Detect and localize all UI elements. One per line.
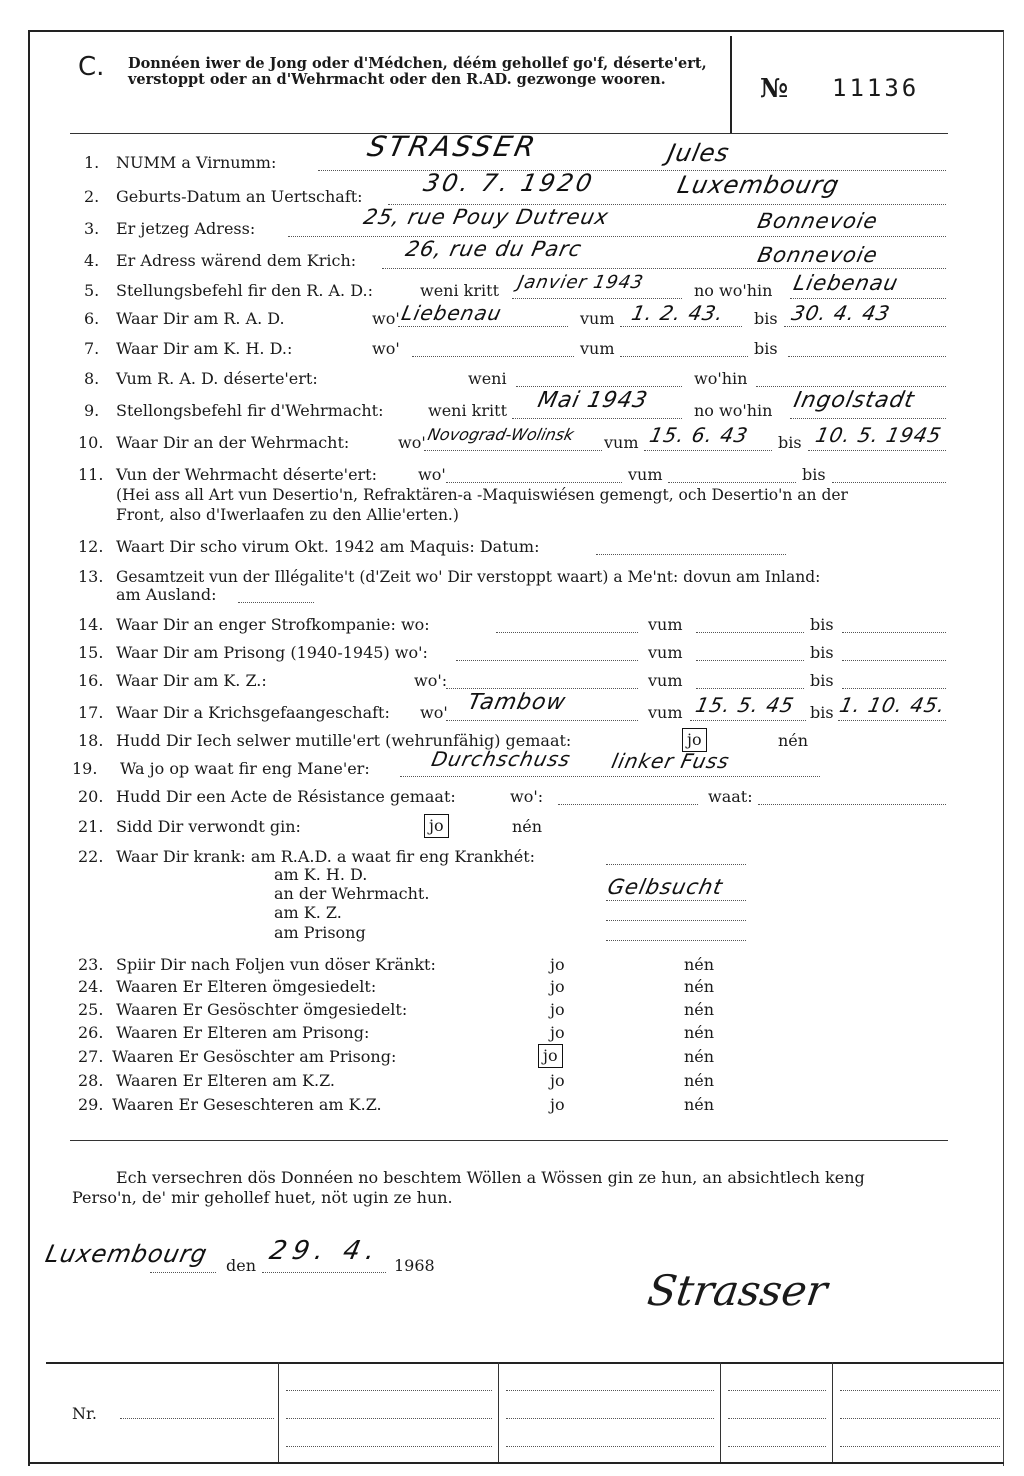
pow-until-handwritten[interactable]: 1. 10. 45. [837, 693, 948, 717]
footer-col-divider [832, 1362, 833, 1462]
row-label: Wa jo op waat fir eng Mane'er: [120, 759, 370, 778]
row-number: 5. [84, 281, 100, 300]
yes-option-checked[interactable]: jo [424, 814, 449, 838]
signing-year: 1968 [394, 1256, 435, 1275]
row-16 [72, 670, 952, 692]
illness-handwritten[interactable]: Gelbsucht [605, 875, 726, 899]
row-label: am Ausland: [116, 585, 217, 604]
row-label: Waar Dir am K. H. D.: [116, 339, 293, 358]
birthplace-handwritten[interactable]: Luxembourg [675, 171, 843, 199]
row-6 [72, 301, 952, 330]
row-number: 29. [78, 1095, 104, 1114]
row-number: 10. [78, 433, 104, 452]
yes-option[interactable]: jo [550, 1095, 565, 1114]
until-label: bis [810, 615, 834, 634]
dotted-line [728, 1390, 826, 1391]
dotted-line [446, 688, 638, 689]
row-label: Waar Dir a Krichsgefaangeschaft: [116, 703, 390, 722]
where-label: wo' [420, 703, 448, 722]
row-label: Vun der Wehrmacht déserte'ert: [116, 465, 377, 484]
dotted-line [690, 720, 806, 721]
dotted-line [606, 864, 746, 865]
row-5 [72, 271, 952, 302]
row-label: Waaren Er Geseschteren am K.Z. [112, 1095, 382, 1114]
dotted-line [832, 482, 946, 483]
dotted-line [506, 1390, 714, 1391]
sub-label: an der Wehrmacht. [274, 884, 430, 903]
row-number: 18. [78, 731, 104, 750]
footer-bottom-rule [28, 1462, 1004, 1464]
row-number: 27. [78, 1047, 104, 1066]
until-label: bis [754, 339, 778, 358]
wehrmacht-order-place-handwritten[interactable]: Ingolstadt [791, 388, 917, 413]
dotted-line [758, 804, 946, 805]
row-23 [72, 954, 952, 976]
row-label: Waar Dir an enger Strofkompanie: wo: [116, 615, 430, 634]
row-label: Waaren Er Gesöschter ömgesiedelt: [116, 1000, 408, 1019]
where-label: wo' [398, 433, 426, 452]
row-26 [72, 1022, 952, 1044]
dotted-line [400, 776, 820, 777]
no-option[interactable]: nén [684, 1047, 715, 1066]
row-number: 9. [84, 401, 100, 420]
from-label: vum [628, 465, 663, 484]
row-number: 15. [78, 643, 104, 662]
row-12 [72, 536, 952, 558]
row-label: Vum R. A. D. déserte'ert: [116, 369, 318, 388]
from-label: vum [648, 703, 683, 722]
where-label: wo': [510, 787, 544, 806]
row-label: Er Adress wärend dem Krich: [116, 251, 357, 270]
until-label: bis [778, 433, 802, 452]
no-option[interactable]: nén [684, 1071, 715, 1090]
dotted-line [120, 1418, 274, 1419]
row-label: Waaren Er Elteren ömgesiedelt: [116, 977, 377, 996]
dotted-line [398, 326, 568, 327]
row-label: Waaren Er Gesöschter am Prisong: [112, 1047, 397, 1066]
row-number: 4. [84, 251, 100, 270]
no-option[interactable]: nén [684, 1000, 715, 1019]
sub-label: am K. Z. [274, 903, 342, 922]
from-label: vum [580, 309, 615, 328]
dotted-line [512, 418, 682, 419]
dotted-line [446, 720, 638, 721]
where-label: wo' [372, 339, 400, 358]
rad-place-handwritten[interactable]: Liebenau [399, 301, 505, 325]
header-vertical-divider [730, 36, 732, 134]
row-19 [72, 747, 952, 780]
row-label: Stellongsbefehl fir d'Wehrmacht: [116, 401, 384, 420]
row-20 [72, 786, 952, 808]
row-label: Spiir Dir nach Foljen vun döser Kränkt: [116, 955, 436, 974]
row-number: 8. [84, 369, 100, 388]
dotted-line [696, 688, 804, 689]
dotted-line [606, 900, 746, 901]
row-number: 20. [78, 787, 104, 806]
dotted-line [842, 688, 946, 689]
section-divider [70, 1140, 948, 1141]
dotted-line [644, 450, 772, 451]
until-label: bis [754, 309, 778, 328]
yes-option[interactable]: jo [550, 1023, 565, 1042]
where-label: wo'hin [694, 369, 748, 388]
dotted-line [496, 632, 638, 633]
dotted-line [620, 356, 748, 357]
row-label: Stellungsbefehl fir den R. A. D.: [116, 281, 373, 300]
sub-label: am K. H. D. [274, 865, 368, 884]
den-label: den [226, 1256, 257, 1275]
footer-col-divider [498, 1362, 499, 1462]
dotted-line [456, 660, 638, 661]
dotted-line [424, 450, 602, 451]
signing-place-handwritten[interactable]: Luxembourg [43, 1240, 211, 1268]
yes-option-checked[interactable]: jo [538, 1044, 563, 1068]
yes-option[interactable]: jo [550, 977, 565, 996]
header-title: Donnéen iwer de Jong oder d'Médchen, déém gehollef go'f, déserte'ert, verstoppt oder an d'Wehrmacht oder den R.AD. gezwonge wooren. [128, 55, 707, 88]
row-28 [72, 1070, 952, 1092]
wehrmacht-until-handwritten[interactable]: 10. 5. 1945 [813, 423, 945, 447]
where-label: no wo'hin [694, 401, 773, 420]
row-number: 3. [84, 219, 100, 238]
dotted-line [286, 1390, 492, 1391]
row-label: Hudd Dir een Acte de Résistance gemaat: [116, 787, 456, 806]
row-27 [72, 1046, 952, 1068]
row-21 [72, 816, 952, 838]
row-13 [72, 566, 952, 604]
yes-option[interactable]: jo [550, 955, 565, 974]
dotted-line [596, 554, 786, 555]
dotted-line [506, 1446, 714, 1447]
row-number: 12. [78, 537, 104, 556]
declaration-line-1: Ech versechren dös Donnéen no beschtem Wöllen a Wössen gin ze hun, an absichtlech keng [116, 1168, 865, 1187]
from-label: vum [648, 643, 683, 662]
dotted-line [606, 920, 746, 921]
rad-until-handwritten[interactable]: 30. 4. 43 [789, 301, 893, 325]
rad-order-date-handwritten[interactable]: Janvier 1943 [515, 272, 646, 293]
row-label: Waar Dir krank: am R.A.D. a waat fir eng Krankhét: [116, 847, 536, 866]
row-number: 23. [78, 955, 104, 974]
row-note: (Hei ass all Art vun Desertio'n, Refraktären-a -Maquiswiésen gemengt, och Desertio'n an der [116, 486, 848, 504]
row-number: 7. [84, 339, 100, 358]
mutilation-detail-handwritten[interactable]: linker Fuss [609, 749, 733, 773]
dotted-line [286, 1418, 492, 1419]
when-label: weni kritt [428, 401, 507, 420]
row-number: 24. [78, 977, 104, 996]
what-label: waat: [708, 787, 753, 806]
form-number-value: 11136 [832, 74, 920, 102]
dotted-line [668, 482, 796, 483]
dotted-line [790, 298, 946, 299]
pow-place-handwritten[interactable]: Tambow [465, 690, 569, 715]
where-label: wo' [418, 465, 446, 484]
dotted-line [506, 1418, 714, 1419]
row-number: 25. [78, 1000, 104, 1019]
dotted-line [808, 450, 946, 451]
form-number-label: № [760, 74, 789, 104]
dotted-line [286, 1446, 492, 1447]
row-24 [72, 976, 952, 998]
rad-order-place-handwritten[interactable]: Liebenau [791, 271, 901, 295]
dotted-line [728, 1446, 826, 1447]
where-label: wo' [372, 309, 400, 328]
dotted-line [728, 1418, 826, 1419]
until-label: bis [802, 465, 826, 484]
row-25 [72, 999, 952, 1021]
row-number: 19. [72, 759, 98, 778]
footer-top-rule [46, 1362, 1004, 1364]
row-number: 21. [78, 817, 104, 836]
row-8 [72, 368, 952, 390]
sub-label: am Prisong [274, 923, 366, 942]
row-15 [72, 642, 952, 664]
dotted-line [238, 602, 314, 603]
row-note: Front, also d'Iwerlaafen zu den Allie'erten.) [116, 506, 459, 524]
footer-col-divider [720, 1362, 721, 1462]
row-number: 2. [84, 187, 100, 206]
dotted-line [412, 356, 574, 357]
row-number: 1. [84, 153, 100, 172]
dotted-line [288, 236, 946, 237]
row-label: Gesamtzeit vun der Illégalite't (d'Zeit wo' Dir verstoppt waart) a Me'nt: dovun am Inland: [116, 568, 821, 586]
when-label: weni [468, 369, 507, 388]
when-label: weni kritt [420, 281, 499, 300]
war-address-handwritten[interactable]: 26, rue du Parc [403, 237, 585, 261]
dotted-line [262, 1272, 386, 1273]
row-label: Waar Dir am R. A. D. [116, 309, 285, 328]
row-number: 22. [78, 847, 104, 866]
row-label: Waaren Er Elteren am K.Z. [116, 1071, 336, 1090]
row-label: Hudd Dir Iech selwer mutille'ert (wehrunfähig) gemaat: [116, 731, 572, 750]
row-number: 14. [78, 615, 104, 634]
row-label: Waart Dir scho virum Okt. 1942 am Maquis: Datum: [116, 537, 540, 556]
dotted-line [840, 1446, 1000, 1447]
dotted-line [382, 268, 946, 269]
from-label: vum [604, 433, 639, 452]
dotted-line [620, 326, 742, 327]
section-letter: C. [78, 52, 105, 82]
dotted-line [558, 804, 698, 805]
dotted-line [512, 298, 682, 299]
dotted-line [842, 632, 946, 633]
row-number: 28. [78, 1071, 104, 1090]
wehrmacht-from-handwritten[interactable]: 15. 6. 43 [647, 423, 751, 447]
dotted-line [696, 632, 804, 633]
row-label: Sidd Dir verwondt gin: [116, 817, 301, 836]
firstname-handwritten[interactable]: Jules [665, 139, 733, 167]
row-number: 6. [84, 309, 100, 328]
footer-col-divider [278, 1362, 279, 1462]
yes-option[interactable]: jo [550, 1000, 565, 1019]
where-label: wo': [414, 671, 448, 690]
footer-nr-label: Nr. [72, 1404, 97, 1423]
no-option[interactable]: nén [512, 817, 543, 836]
row-14 [72, 614, 952, 636]
row-label: Geburts-Datum an Uertschaft: [116, 187, 363, 206]
from-label: vum [648, 671, 683, 690]
yes-option-checked[interactable]: jo [682, 728, 707, 752]
dotted-line [788, 356, 946, 357]
row-29 [72, 1094, 952, 1116]
until-label: bis [810, 643, 834, 662]
dotted-line [840, 1390, 1000, 1391]
dotted-line [790, 418, 946, 419]
no-option[interactable]: nén [684, 1095, 715, 1114]
row-label: Waaren Er Elteren am Prisong: [116, 1023, 370, 1042]
declaration-line-2: Perso'n, de' mir gehollef huet, nöt ugin ze hun. [72, 1188, 453, 1207]
row-number: 26. [78, 1023, 104, 1042]
dotted-line [150, 1272, 216, 1273]
wehrmacht-order-date-handwritten[interactable]: Mai 1943 [535, 388, 651, 413]
dotted-line [840, 1418, 1000, 1419]
row-label: Waar Dir am K. Z.: [116, 671, 267, 690]
row-9 [72, 388, 952, 422]
row-7 [72, 338, 952, 360]
signature-handwritten[interactable]: Strasser [644, 1266, 831, 1315]
no-option[interactable]: nén [778, 731, 809, 750]
dotted-line [606, 940, 746, 941]
from-label: vum [648, 615, 683, 634]
row-10 [72, 423, 952, 454]
pow-from-handwritten[interactable]: 15. 5. 45 [693, 693, 797, 717]
mutilation-method-handwritten[interactable]: Durchschuss [429, 747, 574, 771]
surname-handwritten[interactable]: STRASSER [364, 130, 541, 163]
dotted-line [516, 386, 682, 387]
signing-date-handwritten[interactable]: 29. 4. [266, 1236, 384, 1266]
row-17 [72, 690, 952, 724]
no-option[interactable]: nén [684, 1023, 715, 1042]
birthdate-handwritten[interactable]: 30. 7. 1920 [421, 169, 598, 197]
war-address-city-handwritten[interactable]: Bonnevoie [755, 243, 881, 267]
row-22 [72, 846, 952, 946]
dotted-line [446, 482, 622, 483]
yes-option[interactable]: jo [550, 1071, 565, 1090]
row-label: NUMM a Virnumm: [116, 153, 277, 172]
until-label: bis [810, 703, 834, 722]
dotted-line [696, 660, 804, 661]
no-option[interactable]: nén [684, 955, 715, 974]
no-option[interactable]: nén [684, 977, 715, 996]
dotted-line [838, 720, 946, 721]
row-number: 17. [78, 703, 104, 722]
row-label: Er jetzeg Adress: [116, 219, 256, 238]
row-number: 16. [78, 671, 104, 690]
from-label: vum [580, 339, 615, 358]
rad-from-handwritten[interactable]: 1. 2. 43. [629, 301, 727, 325]
dotted-line [318, 170, 946, 171]
address-handwritten[interactable]: 25, rue Pouy Dutreux [361, 205, 612, 229]
row-number: 11. [78, 465, 104, 484]
until-label: bis [810, 671, 834, 690]
row-label: Waar Dir am Prisong (1940-1945) wo': [116, 643, 428, 662]
dotted-line [784, 326, 946, 327]
row-4 [72, 237, 952, 272]
dotted-line [756, 386, 946, 387]
wehrmacht-place-handwritten[interactable]: Novograd-Wolinsk [426, 425, 576, 444]
row-label: Waar Dir an der Wehrmacht: [116, 433, 350, 452]
row-11 [72, 464, 952, 524]
address-city-handwritten[interactable]: Bonnevoie [755, 209, 881, 233]
row-number: 13. [78, 567, 104, 586]
where-label: no wo'hin [694, 281, 773, 300]
dotted-line [842, 660, 946, 661]
